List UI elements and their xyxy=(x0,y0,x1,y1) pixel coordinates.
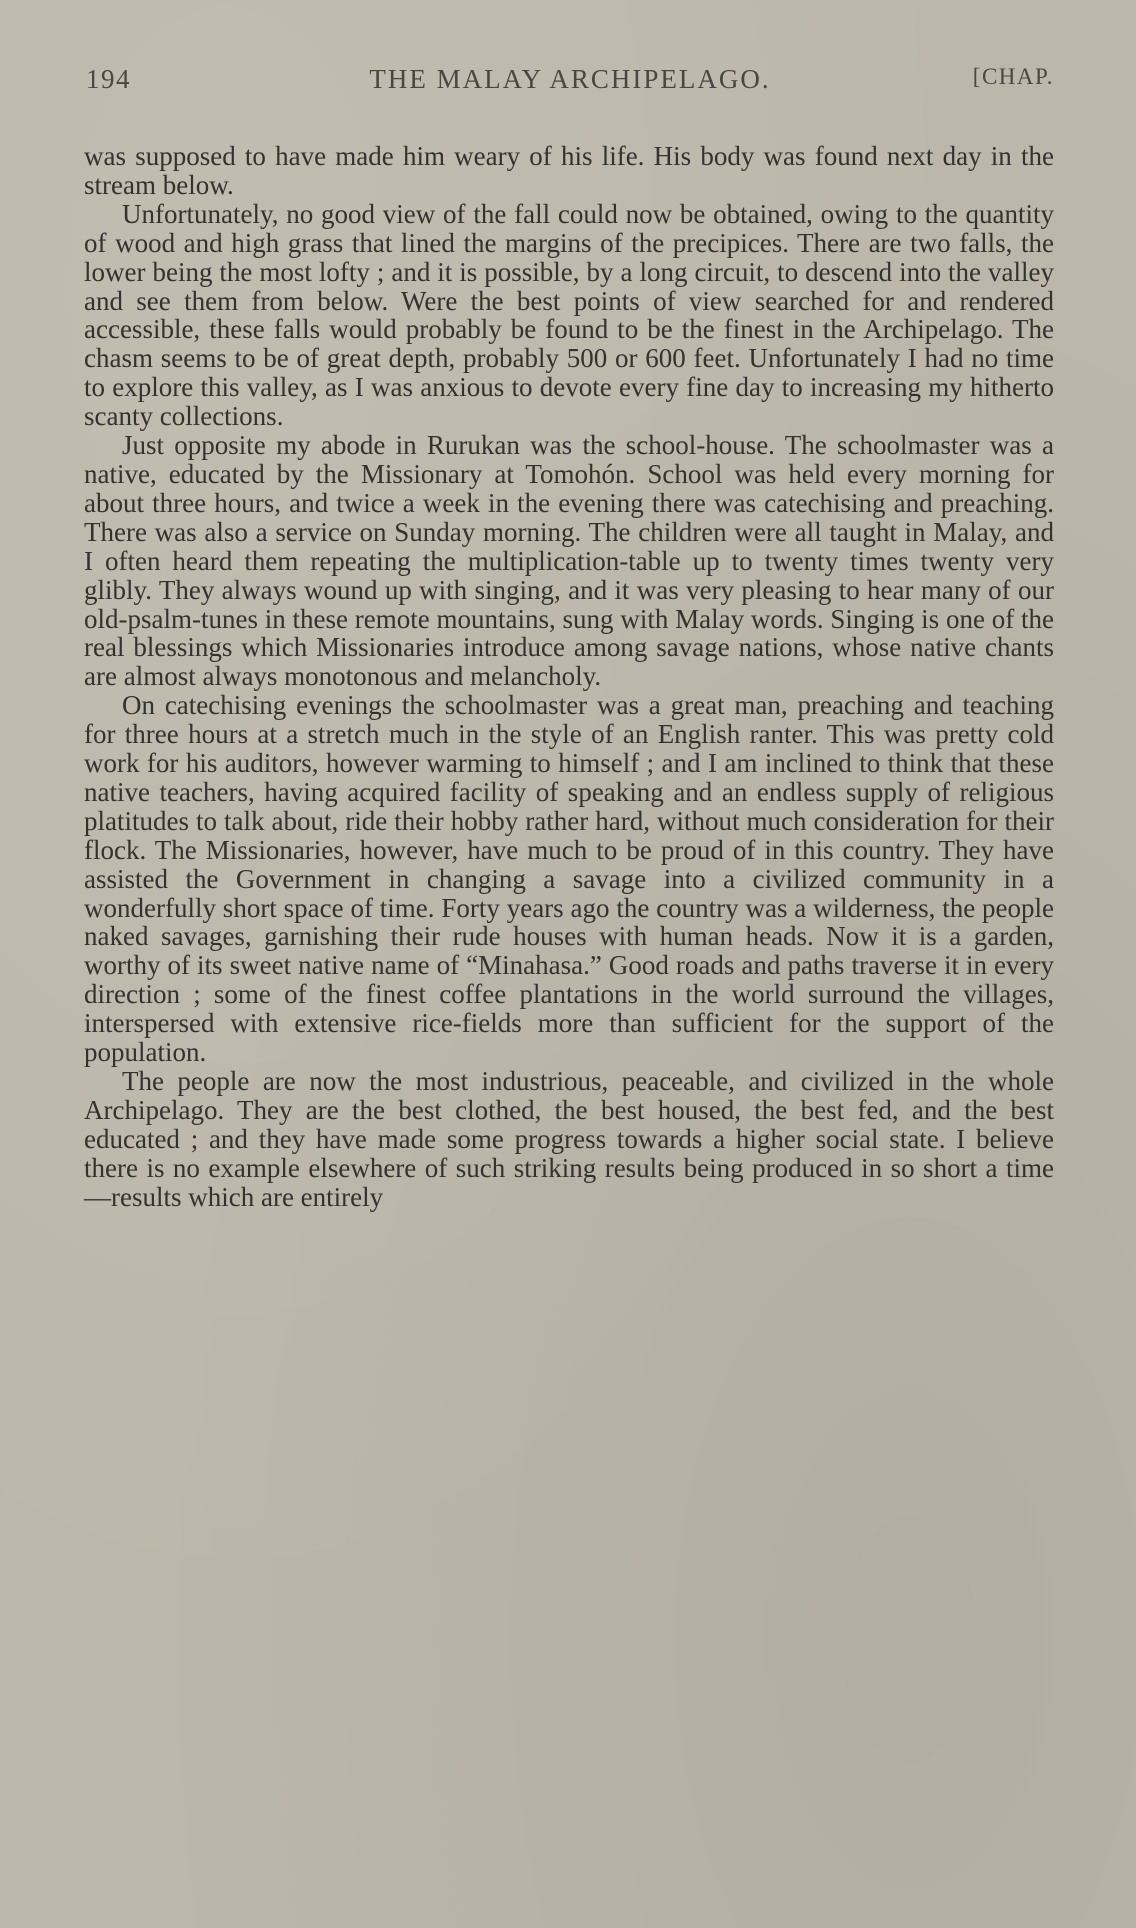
paragraph-school-house: Just opposite my abode in Rurukan was the school-house. The schoolmaster was a native, educated by the Missionary at Tomohón. School was held every morning for about three hours, and twice a week in the evening there was catechising and preaching. There was also a service on Sunday morning. The children were all taught in Malay, and I often heard them repeating the multiplication-table up to twenty times twenty very glibly. They always wound up with singing, and it was very pleasing to hear many of our old-psalm-tunes in these remote mountains, sung with Malay words. Singing is one of the real blessings which Missionaries introduce among savage nations, whose native chants are almost always monotonous and melancholy. xyxy=(84,430,1054,692)
page-number: 194 xyxy=(86,64,131,94)
paragraph-people: The people are now the most industrious, peaceable, and civilized in the whole Archipelago. They are the best clothed, the best housed, the best fed, and the best educated ; and they have made some progress towards a higher social state. I believe there is no example elsewhere of such striking results being produced in so short a time—results which are entirely xyxy=(84,1066,1054,1212)
paragraph-waterfall: Unfortunately, no good view of the fall could now be obtained, owing to the quantity of wood and high grass that lined the margins of the precipices. There are two falls, the lower being the most lofty ; and it is possible, by a long circuit, to descend into the valley and see them from below. Were the best points of view searched for and rendered accessible, these falls would probably be found to be the finest in the Archipelago. The chasm seems to be of great depth, probably 500 or 600 feet. Unfortunately I had no time to explore this valley, as I was anxious to devote every fine day to increasing my hitherto scanty collections. xyxy=(84,198,1054,432)
book-title: THE MALAY ARCHIPELAGO. xyxy=(369,64,771,94)
paragraph-catechising: On catechising evenings the schoolmaster was a great man, preaching and teaching for three hours at a stretch much in the style of an English ranter. This was pretty cold work for his auditors, however warming to himself ; and I am inclined to think that these native teachers, having acquired facility of speaking and an endless supply of religious platitudes to talk about, ride their hobby rather hard, without much consideration for their flock. The Missionaries, however, have much to be proud of in this country. They have assisted the Government in changing a savage into a civilized community in a wonderfully short space of time. Forty years ago the country was a wilderness, the people naked savages, garnishing their rude houses with human heads. Now it is a garden, worthy of its sweet native name of “Minahasa.” Good roads and paths traverse it in every direction ; some of the finest coffee plantations in the world surround the villages, interspersed with extensive rice-fields more than sufficient for the support of the population. xyxy=(84,690,1054,1068)
body-text xyxy=(84,142,1054,1212)
running-head xyxy=(86,64,1054,108)
chapter-mark: [CHAP. xyxy=(972,64,1054,89)
paragraph-continued: was supposed to have made him weary of his life. His body was found next day in the stream below. xyxy=(84,141,1054,200)
